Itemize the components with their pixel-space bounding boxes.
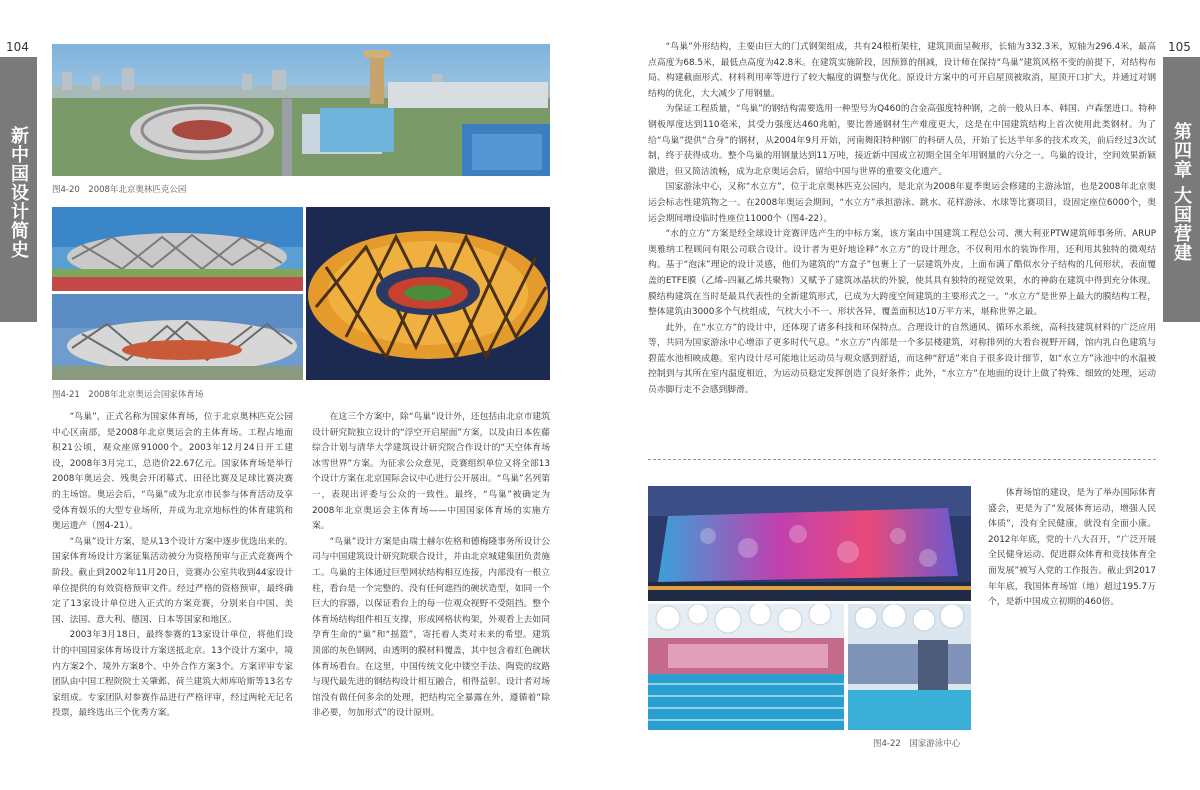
paragraph: 体育场馆的建设，是为了举办国际体育盛会，更是为了“发展体育运动，增强人民体质”，没有全民健康，就没有全面小康。2012年年底，党的十八大召开，“广泛开展全民健身运动、促进群众体育和竞技体育全面发展”被写入党的工作报告。截止到2017年年底，我国体育场馆（地）超过195.7万个，是新中国成立初期的460倍。 <box>988 488 1156 608</box>
figure-caption-4-21: 图4-21 2008年北京奥运会国家体育场 <box>52 390 204 400</box>
paragraph: 2003年3月18日，最终参赛的13家设计单位，将他们设计的中国国家体育场设计方案送抵北京。13个设计方案中，境内方案2个、境外方案8个、中外合作方案3个。方案评审专家团队由中国工程院院士关肇邺、荷兰建筑大师库哈斯等13名专家组成。专家团队对参赛作品进行严格评审，经过两轮无记名投票，最终选出三个优秀方案。 <box>52 630 293 719</box>
paragraph: “鸟巢”设计方案，是从13个设计方案中逐步优选出来的。国家体育场设计方案征集活动被分为资格预审与正式竞赛两个阶段。截止到2002年11月20日，竞赛办公室共收到44家设计单位提供的有效资格预审文件。经过严格的资格预审，最终确定了13家设计单位进入正式的方案竞赛，分别来自中国、美国、法国、意大利、德国、日本等国家和地区。 <box>52 536 293 625</box>
birds-nest-evening-photo <box>52 294 303 380</box>
paragraph: 国家游泳中心，又称“水立方”，位于北京奥林匹克公园内，是北京为2008年夏季奥运会修建的主游泳馆，也是2008年北京奥运会标志性建筑物之一。在2008年奥运会期间，“水立方”承担游泳、跳水、花样游泳、水球等比赛项目，设固定座位6000个，奥运会期间增设临时性座位11000个（图4-22）。 <box>648 182 1156 224</box>
right-sidebar-title <box>1163 57 1200 322</box>
left-sidebar-title-text: 新中国设计简史 <box>8 126 29 259</box>
section-divider <box>648 459 1156 460</box>
birds-nest-day-photo <box>52 207 303 291</box>
left-sidebar-title <box>0 57 37 322</box>
left-column-2 <box>312 410 550 750</box>
water-cube-diving-photo <box>848 604 971 730</box>
page-number-left: 104 <box>6 40 29 54</box>
figure-caption-4-20: 图4-20 2008年北京奥林匹克公园 <box>52 185 187 195</box>
right-side-text <box>988 486 1156 656</box>
paragraph: “水的立方”方案是经全球设计竞赛评选产生的中标方案，该方案由中国建筑工程总公司、澳大利亚PTW建筑师事务所、ARUP奥雅纳工程顾问有限公司联合设计。设计者为更好地诠释“水立方”的设计理念，不仅利用水的装饰作用，还利用其独特的微观结构。基于“泡沫”理论的设计灵感，他们为建筑的“方盒子”包裹上了一层建筑外皮，上面布满了酷似水分子结构的几何形状，表面覆盖的ETFE膜（乙烯–四氟乙烯共聚物）又赋予了建筑冰晶状的外貌，使其具有独特的视觉效果，水的神韵在建筑中得到充分体现。膜结构建筑在当时是最具代表性的全新建筑形式，已成为大跨度空间建筑的主要形式之一。“水立方”是世界上最大的膜结构工程，整体建筑由3000多个气枕组成，气枕大小不一、形状各异，覆盖面积达10万平方米，堪称世界之最。 <box>648 229 1156 318</box>
water-cube-pool-photo <box>648 604 844 730</box>
paragraph: 此外，在“水立方”的设计中，还体现了诸多科技和环保特点。合理设计的自然通风、循环水系统，高科技建筑材料的广泛应用等，共同为国家游泳中心增添了更多时代气息。“水立方”内部是一个多层楼建筑，对称排列的大看台视野开阔，馆内乳白色建筑与碧蓝水池相映成趣。室内设计尽可能地让运动员与观众感到舒适，而这种“舒适”来自于很多设计细节，如“水立方”泳池中的水温被控制到与其所在室内温度相近，为运动员稳定发挥创造了良好条件；此外，“水立方”在地面的设计上做了特殊、细致的处理，运动员赤脚行走不会感到脚滑。 <box>648 322 1156 396</box>
olympic-park-aerial-photo <box>52 44 550 176</box>
paragraph: “鸟巢”设计方案是由瑞士赫尔佐格和德梅隆事务所设计公司与中国建筑设计研究院联合设计，并由北京城建集团负责施工。鸟巢的主体通过巨型网状结构相互连接，内部没有一根立柱，看台是一个完整的、没有任何遮挡的碗状造型，如同一个巨大的容器，以保证看台上的每一位观众视野不受阻挡。整个体育场结构组件相互支撑，形成网格状构架，外观看上去如同孕育生命的“巢”和“摇篮”，寄托着人类对未来的希望。建筑顶部的灰色钢网，由透明的膜材料覆盖，其中包含着红色碗状体育场看台。在这里，中国传统文化中镂空手法、陶瓷的纹路与现代最先进的钢结构设计相互融合，相得益彰。设计者对场馆没有做任何多余的处理，把结构完全暴露在外，遵循着“除非必要，勿加形式”的设计原则。 <box>312 536 550 719</box>
page-number-right: 105 <box>1168 40 1191 54</box>
paragraph: 在这三个方案中，除“鸟巢”设计外，还包括由北京市建筑设计研究院独立设计的“浮空开启屋面”方案，以及由日本佐藤综合计划与清华大学建筑设计研究院合作设计的“天空体育场冰雪世界”方案。为征求公众意见，竞赛组织单位又将全部13个设计方案在北京国际会议中心进行公开展出。“鸟巢”名列第一，表现出评委与公众的一致性。最终，“鸟巢”被确定为2008年北京奥运会主体育场——中国国家体育场的实施方案。 <box>312 412 550 532</box>
right-sidebar-title-text: 第四章 大国营建 <box>1171 122 1192 263</box>
paragraph: 为保证工程质量，“鸟巢”的钢结构需要选用一种型号为Q460的合金高强度特种钢，之前一般从日本、韩国、卢森堡进口。特种钢板厚度达到110毫米，其受力强度达460兆帕，要比普通钢材生产难度更大，这是在中国建筑结构上首次使用此类钢材。为了给“鸟巢”提供“合身”的钢材，从2004年9月开始，河南舞阳特种钢厂的科研人员，开始了长达半年多的技术攻关，前后经过3次试制，终于获得成功。整个鸟巢的用钢量达到11万吨，接近新中国成立初期全国全年用钢量的六分之一。鸟巢的设计，空间效果新颖激进，但又简洁流畅，成为北京奥运会后，留给中国与世界的重要文化遗产。 <box>648 104 1156 177</box>
birds-nest-night-photo <box>306 207 550 380</box>
figure-caption-4-22: 图4-22 国家游泳中心 <box>873 739 961 749</box>
water-cube-exterior-photo <box>648 486 971 601</box>
paragraph: “鸟巢”外形结构，主要由巨大的门式钢架组成，共有24根桁架柱，建筑顶面呈鞍形，长轴为332.3米，短轴为296.4米，最高点高度为68.5米，最低点高度为42.8米。在建筑实施阶段，因预算的削减，设计师在保持“鸟巢”建筑风格不变的前提下，对结构布局、构建截面形式、材料利用率等进行了较大幅度的调整与优化。原设计方案中的可开启屋顶被取消，屋顶开口扩大，并通过对钢结构的优化，大大减少了用钢量。 <box>648 42 1156 99</box>
right-top-text <box>648 40 1156 448</box>
paragraph: “鸟巢”，正式名称为国家体育场，位于北京奥林匹克公园中心区南部，是2008年北京奥运会的主体育场。工程占地面积21公顷，观众座席91000个。2003年12月24日开工建设，2008年3月完工，总造价22.67亿元。国家体育场是举行2008年奥运会、残奥会开闭幕式、田径比赛及足球比赛决赛的主场馆。奥运会后，“鸟巢”成为北京市民参与体育活动及享受体育娱乐的大型专业场所，并成为北京地标性的体育建筑和奥运遗产（图4-21）。 <box>52 412 293 532</box>
left-column-1 <box>52 410 293 750</box>
